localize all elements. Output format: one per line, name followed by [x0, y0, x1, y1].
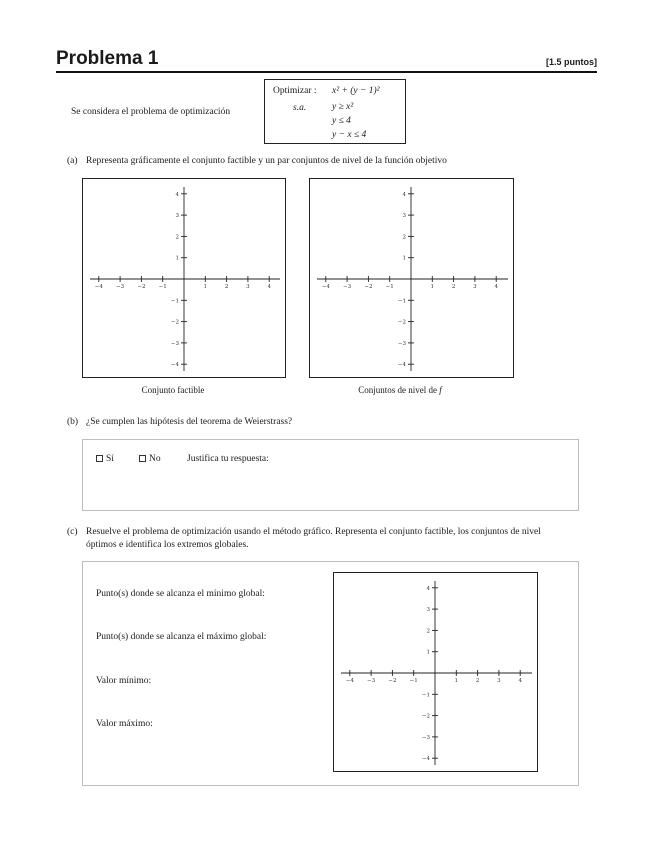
plot-feasible-set[interactable]	[82, 178, 286, 378]
y-tick-label: −1	[170, 298, 179, 305]
part-a-text: Representa gráficamente el conjunto factible y un par conjuntos de nivel de la función objetivo	[86, 156, 447, 166]
checkbox-yes[interactable]	[96, 455, 103, 462]
optimize-label: Optimizar :	[273, 86, 317, 96]
x-tick-label: 2	[224, 284, 229, 290]
x-tick-label: −1	[385, 284, 394, 290]
y-tick-label: 4	[175, 191, 179, 198]
constraint-3: y − x ≤ 4	[332, 130, 367, 140]
y-tick-label: −1	[421, 692, 430, 699]
x-tick-label: −2	[388, 678, 397, 684]
x-tick-label: 4	[267, 284, 271, 290]
part-b	[67, 416, 607, 429]
y-tick-label: −3	[397, 340, 406, 347]
x-tick-label: −2	[137, 284, 146, 290]
x-tick-label: −4	[321, 284, 330, 290]
title-rule	[56, 71, 597, 73]
x-tick-label: 4	[518, 678, 522, 684]
part-c-tag: (c)	[67, 527, 78, 537]
y-tick-label: 1	[426, 649, 430, 656]
x-tick-label: −3	[343, 284, 352, 290]
caption-level-sets-text: Conjuntos de nivel de	[358, 385, 437, 395]
y-tick-label: 3	[402, 213, 406, 220]
x-tick-label: −3	[367, 678, 376, 684]
y-tick-label: 4	[426, 585, 430, 592]
y-tick-label: 3	[175, 213, 179, 220]
y-tick-label: −2	[421, 713, 430, 720]
part-b-text: ¿Se cumplen las hipótesis del teorema de Weierstrass?	[86, 417, 293, 427]
part-c-line-2: óptimos e identifica los extremos globales.	[86, 540, 249, 550]
x-tick-label: −3	[116, 284, 125, 290]
intro-text: Se considera el problema de optimización	[71, 107, 231, 117]
x-tick-label: 1	[430, 284, 435, 290]
problem-statement-box	[264, 79, 406, 144]
plot-graphical-solution[interactable]	[333, 572, 538, 772]
y-tick-label: 2	[175, 234, 179, 241]
y-tick-label: −3	[421, 734, 430, 741]
x-tick-label: −4	[94, 284, 103, 290]
option-yes-label: Sí	[106, 454, 114, 464]
x-tick-label: 3	[473, 284, 477, 290]
axes-feasible-set	[83, 179, 287, 379]
points-label: [1.5 puntos]	[546, 57, 597, 67]
option-no-label: No	[149, 454, 161, 464]
y-tick-label: −3	[170, 340, 179, 347]
constraint-2: y ≤ 4	[332, 116, 351, 126]
x-tick-label: −1	[409, 678, 418, 684]
plot-level-sets[interactable]	[309, 178, 514, 378]
x-tick-label: −4	[345, 678, 354, 684]
y-tick-label: −2	[170, 319, 179, 326]
x-tick-label: −1	[158, 284, 167, 290]
objective-function: x² + (y − 1)²	[332, 86, 380, 96]
y-tick-label: 1	[402, 255, 406, 262]
constraint-1: y ≥ x²	[332, 102, 354, 112]
y-tick-label: −4	[397, 362, 406, 369]
x-tick-label: 1	[203, 284, 208, 290]
y-tick-label: −1	[397, 298, 406, 305]
axes-level-sets	[310, 179, 515, 379]
part-a	[67, 155, 607, 168]
caption-level-sets	[309, 385, 491, 395]
question-max-value: Valor máximo:	[96, 719, 153, 729]
caption-feasible-set: Conjunto factible	[141, 385, 205, 395]
justify-label: Justifica tu respuesta:	[187, 454, 269, 464]
x-tick-label: 3	[246, 284, 250, 290]
y-tick-label: −4	[421, 756, 430, 763]
x-tick-label: 3	[497, 678, 501, 684]
caption-level-sets-symbol: f	[439, 385, 442, 395]
x-tick-label: −2	[364, 284, 373, 290]
option-no[interactable]	[139, 454, 161, 464]
y-tick-label: −2	[397, 319, 406, 326]
x-tick-label: 4	[494, 284, 498, 290]
part-a-tag: (a)	[67, 156, 78, 166]
y-tick-label: 2	[426, 628, 430, 635]
axes-graphical-solution	[334, 573, 539, 773]
y-tick-label: 1	[175, 255, 179, 262]
y-tick-label: −4	[170, 362, 179, 369]
part-b-tag: (b)	[67, 417, 79, 427]
weierstrass-answer-box[interactable]	[82, 439, 579, 511]
x-tick-label: 2	[451, 284, 456, 290]
y-tick-label: 3	[426, 607, 430, 614]
question-min-value: Valor mínimo:	[96, 676, 152, 686]
part-c-line-1: Resuelve el problema de optimización usando el método gráfico. Representa el conjunto factible, los conjuntos de nivel	[86, 527, 541, 537]
y-tick-label: 4	[402, 191, 406, 198]
x-tick-label: 1	[454, 678, 459, 684]
checkbox-no[interactable]	[139, 455, 146, 462]
question-global-min-point: Punto(s) donde se alcanza el mínimo global:	[96, 589, 265, 599]
page-title: Problema 1	[56, 48, 159, 69]
x-tick-label: 2	[475, 678, 480, 684]
part-c	[67, 526, 612, 554]
option-yes[interactable]	[96, 454, 114, 464]
question-global-max-point: Punto(s) donde se alcanza el máximo global:	[96, 632, 267, 642]
subject-to-label: s.a.	[293, 103, 307, 113]
y-tick-label: 2	[402, 234, 406, 241]
